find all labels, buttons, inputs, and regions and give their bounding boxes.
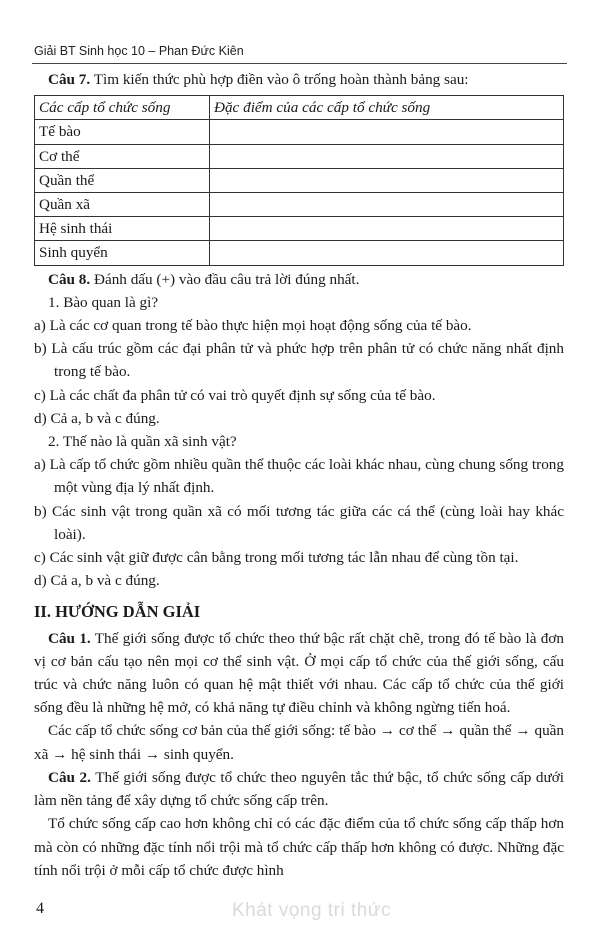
table-row bbox=[35, 144, 564, 168]
question-7-text: Tìm kiến thức phù hợp điền vào ô trống hoàn thành bảng sau: bbox=[93, 71, 469, 88]
table-cell-level: Cơ thể bbox=[35, 144, 210, 168]
question-7 bbox=[34, 68, 564, 91]
table-cell-level: Sinh quyển bbox=[35, 241, 210, 265]
option-1b: b) Là cấu trúc gồm các đại phân tử và phức hợp trên phân tử có chức năng nhất định trong tế bào. bbox=[34, 340, 564, 381]
running-header: Giải BT Sinh học 10 – Phan Đức Kiên bbox=[34, 44, 244, 58]
answer-1-levels: Các cấp tổ chức sống cơ bản của thế giới sống: tế bào → cơ thể → quần thể → quần xã → hệ sinh thái → sinh quyển. bbox=[34, 722, 564, 763]
table-row bbox=[35, 168, 564, 192]
option-1a: a) Là các cơ quan trong tế bào thực hiện mọi hoạt động sống của tế bào. bbox=[34, 317, 472, 335]
table-cell-blank bbox=[210, 168, 564, 192]
table-row bbox=[35, 193, 564, 217]
sub-question-2: 2. Thế nào là quần xã sinh vật? bbox=[48, 433, 237, 451]
option-2b: b) Các sinh vật trong quần xã có mối tương tác giữa các cá thể (cùng loài hay khác loài). bbox=[34, 502, 564, 543]
option-1c: c) Là các chất đa phân tử có vai trò quyết định sự sống của tế bào. bbox=[34, 386, 436, 404]
answer-1-label: Câu 1. bbox=[48, 629, 91, 647]
question-8-label: Câu 8. bbox=[48, 270, 91, 288]
table-row bbox=[35, 217, 564, 241]
table-cell-blank bbox=[210, 193, 564, 217]
sub-question-1: 1. Bào quan là gì? bbox=[48, 293, 159, 311]
table-cell-blank bbox=[210, 120, 564, 144]
question-8-text: Đánh dấu (+) vào đầu câu trả lời đúng nhất. bbox=[94, 270, 360, 288]
option-1d: d) Cả a, b và c đúng. bbox=[34, 409, 160, 427]
table-cell-blank bbox=[210, 144, 564, 168]
organization-levels-table bbox=[34, 95, 564, 265]
table-row bbox=[35, 120, 564, 144]
answer-2 bbox=[34, 766, 564, 812]
table-cell-level: Hệ sinh thái bbox=[35, 217, 210, 241]
option-2a: a) Là cấp tổ chức gồm nhiều quần thể thuộc các loài khác nhau, cùng chung sống trong một vùng địa lý nhất định. bbox=[34, 456, 564, 497]
table-cell-blank bbox=[210, 217, 564, 241]
table-cell-level: Quần xã bbox=[35, 193, 210, 217]
table-row bbox=[35, 241, 564, 265]
answer-2-label: Câu 2. bbox=[48, 768, 91, 786]
header-rule bbox=[32, 63, 567, 64]
page-number: 4 bbox=[36, 900, 44, 917]
table-header-row bbox=[35, 96, 564, 120]
answer-2-continued: Tổ chức sống cấp cao hơn không chỉ có các đặc điểm của tổ chức sống cấp thấp hơn mà còn có những đặc tính nổi trội mà tổ chức cấp thấp hơn không có được. Những đặc tính nổi trội ở mỗi cấp tổ chức được hình bbox=[34, 815, 564, 879]
option-2d: d) Cả a, b và c đúng. bbox=[34, 572, 160, 590]
question-7-label: Câu 7. bbox=[48, 71, 91, 88]
watermark: Khát vọng tri thức bbox=[232, 900, 392, 921]
question-8 bbox=[34, 268, 564, 291]
page-body bbox=[34, 68, 564, 882]
section-title: II. HƯỚNG DẪN GIẢI bbox=[34, 602, 201, 622]
table-cell-blank bbox=[210, 241, 564, 265]
table-header-features: Đặc điểm của các cấp tổ chức sống bbox=[210, 96, 564, 120]
table-cell-level: Quần thể bbox=[35, 168, 210, 192]
table-header-levels: Các cấp tổ chức sống bbox=[35, 96, 210, 120]
answer-1 bbox=[34, 627, 564, 720]
option-2c: c) Các sinh vật giữ được cân bằng trong mối tương tác lẫn nhau để cùng tồn tại. bbox=[34, 549, 519, 567]
table-cell-level: Tế bào bbox=[35, 120, 210, 144]
answer-2-text: Thế giới sống được tổ chức theo nguyên tắc thứ bậc, tổ chức sống cấp dưới làm nền tảng để xây dựng tổ chức sống cấp trên. bbox=[34, 768, 564, 810]
answer-1-text: Thế giới sống được tổ chức theo thứ bậc rất chặt chẽ, trong đó tế bào là đơn vị cơ bản cấu tạo nên mọi cơ thể sinh vật. Ở mọi cấp tổ chức của thế giới sống, cấu trúc và chức năng luôn có quan hệ mật thiết với nhau. Các cấp tổ chức của thế giới sống đều là những hệ mở, có khả năng tự điều chỉnh và không ngừng tiến hoá. bbox=[34, 629, 564, 717]
